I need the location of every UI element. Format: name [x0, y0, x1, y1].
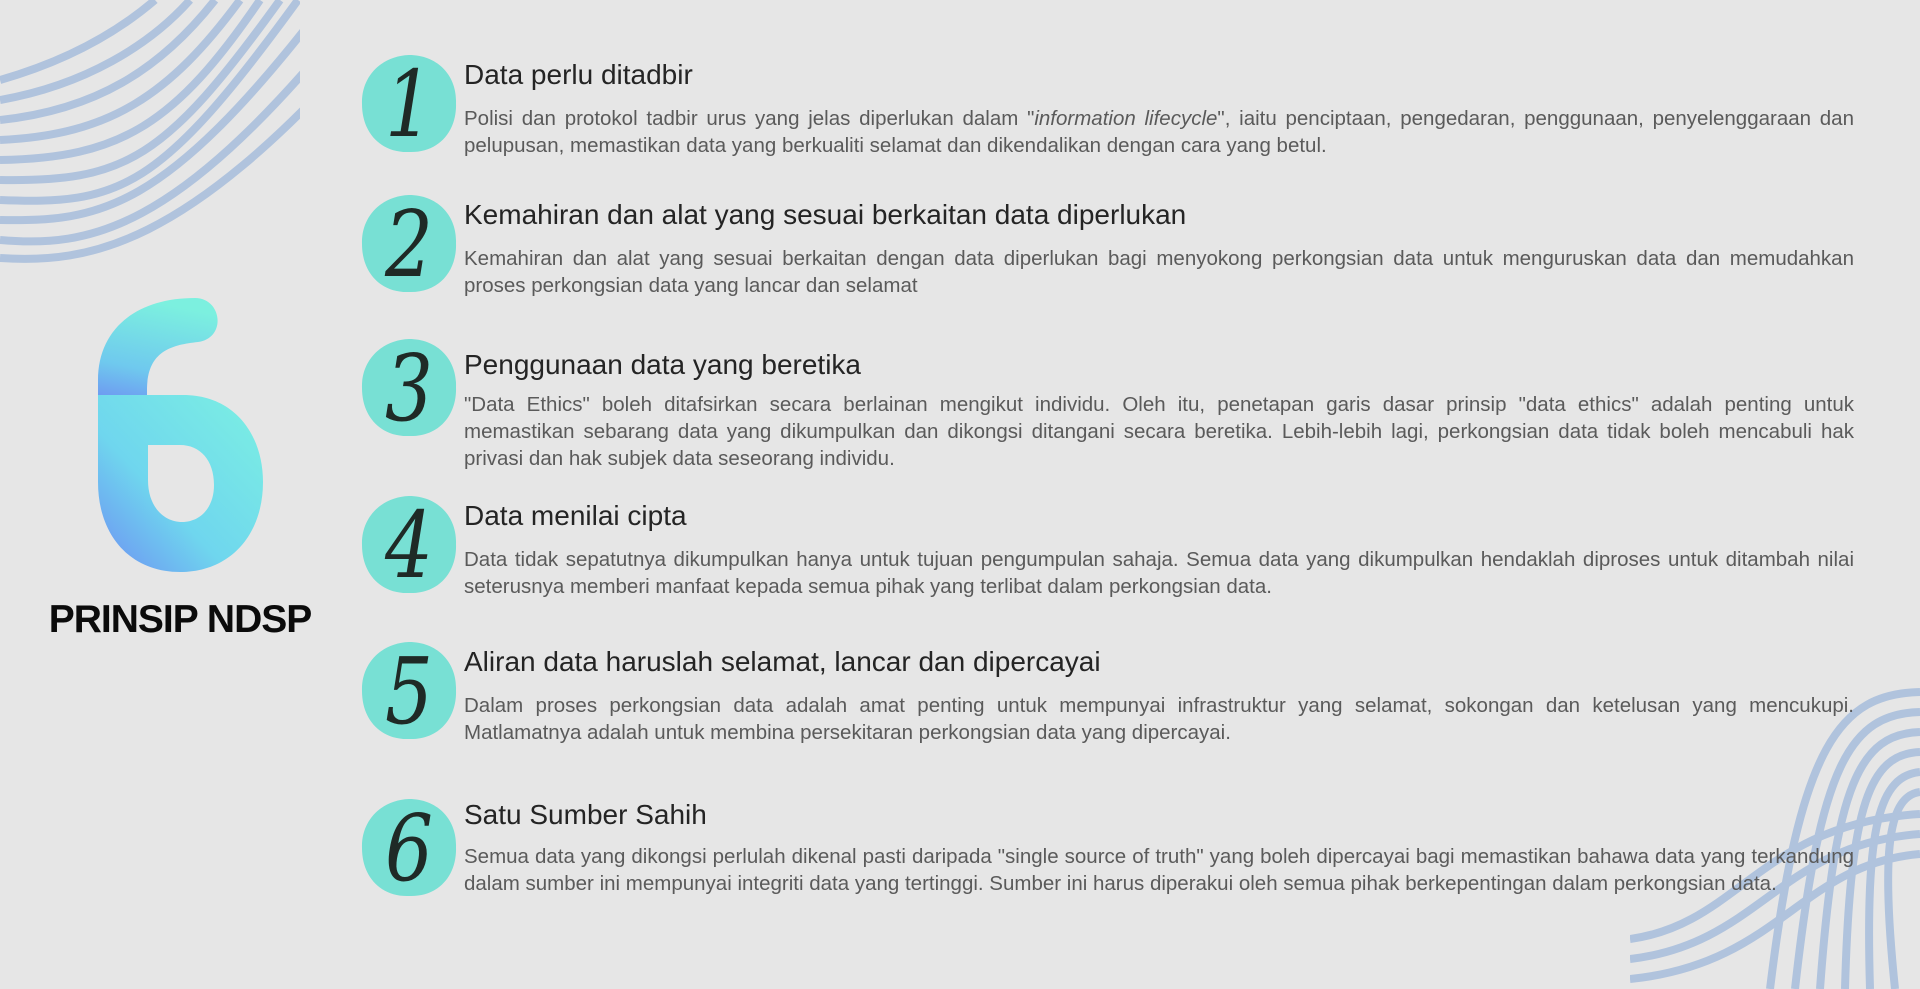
principle-description: Kemahiran dan alat yang sesuai berkaitan dengan data diperlukan bagi menyokong perkongsian data untuk menguruskan data dan memudahkan proses perkongsian data yang lancar dan selamat [464, 247, 1854, 297]
principle-description: Polisi dan protokol tadbir urus yang jelas diperlukan dalam "information lifecycle", iaitu penciptaan, pengedaran, penggunaan, penyelenggaraan dan pelupusan, memastikan data yang berkualiti selamat dan dikendalikan dengan cara yang betul. [464, 107, 1854, 157]
number-badge [359, 795, 459, 902]
badge-number: 3 [384, 335, 433, 442]
principle-description: Dalam proses perkongsian data adalah amat penting untuk mempunyai infrastruktur yang selamat, sokongan dan ketelusan yang mencukupi. Matlamatnya adalah untuk membina persekitaran perkongsian data yang dipercayai. [464, 694, 1854, 744]
principle-title: Aliran data haruslah selamat, lancar dan dipercayai [464, 646, 1101, 677]
badge-number: 5 [384, 638, 433, 745]
number-badge [359, 492, 459, 599]
principles-summary-panel [0, 290, 360, 642]
principle-description: "Data Ethics" boleh ditafsirkan secara berlainan mengikut individu. Oleh itu, penetapan garis dasar prinsip "data ethics" adalah penting untuk memastikan sebarang data yang dikumpulkan dan dikongsi ditangani secara beretika. Lebih-lebih lagi, perkongsian data tidak boleh mencabuli hak privasi dan hak subjek data seseorang individu. [464, 393, 1854, 470]
panel-title: PRINSIP NDSP [48, 598, 312, 641]
principle-title: Kemahiran dan alat yang sesuai berkaitan data diperlukan [464, 199, 1187, 230]
badge-number: 4 [384, 492, 433, 599]
top-left-stripe-decoration [0, 0, 300, 265]
principle-title: Data menilai cipta [464, 500, 687, 531]
badge-number: 2 [384, 191, 433, 298]
number-badge [359, 191, 459, 298]
number-badge [359, 335, 459, 442]
principle-title: Penggunaan data yang beretika [464, 349, 861, 380]
badge-number: 6 [384, 795, 433, 902]
principle-description: Semua data yang dikongsi perlulah dikenal pasti daripada "single source of truth" yang boleh dipercayai bagi memastikan bahawa data yang terkandung dalam sumber ini mempunyai integriti data yang tertinggi. Sumber ini harus diperakui oleh semua pihak berkepentingan dalam perkongsian data. [464, 845, 1854, 895]
number-badge [359, 638, 459, 745]
badge-number: 1 [384, 51, 433, 158]
principle-title: Satu Sumber Sahih [464, 799, 707, 830]
principle-title: Data perlu ditadbir [464, 59, 693, 90]
number-six-gradient-icon [90, 290, 270, 580]
number-badge [359, 51, 459, 158]
principle-description: Data tidak sepatutnya dikumpulkan hanya untuk tujuan pengumpulan sahaja. Semua data yang dikumpulkan hendaklah diproses untuk ditambah nilai seterusnya memberi manfaat kepada semua pihak yang terlibat dalam perkongsian data. [464, 548, 1854, 598]
